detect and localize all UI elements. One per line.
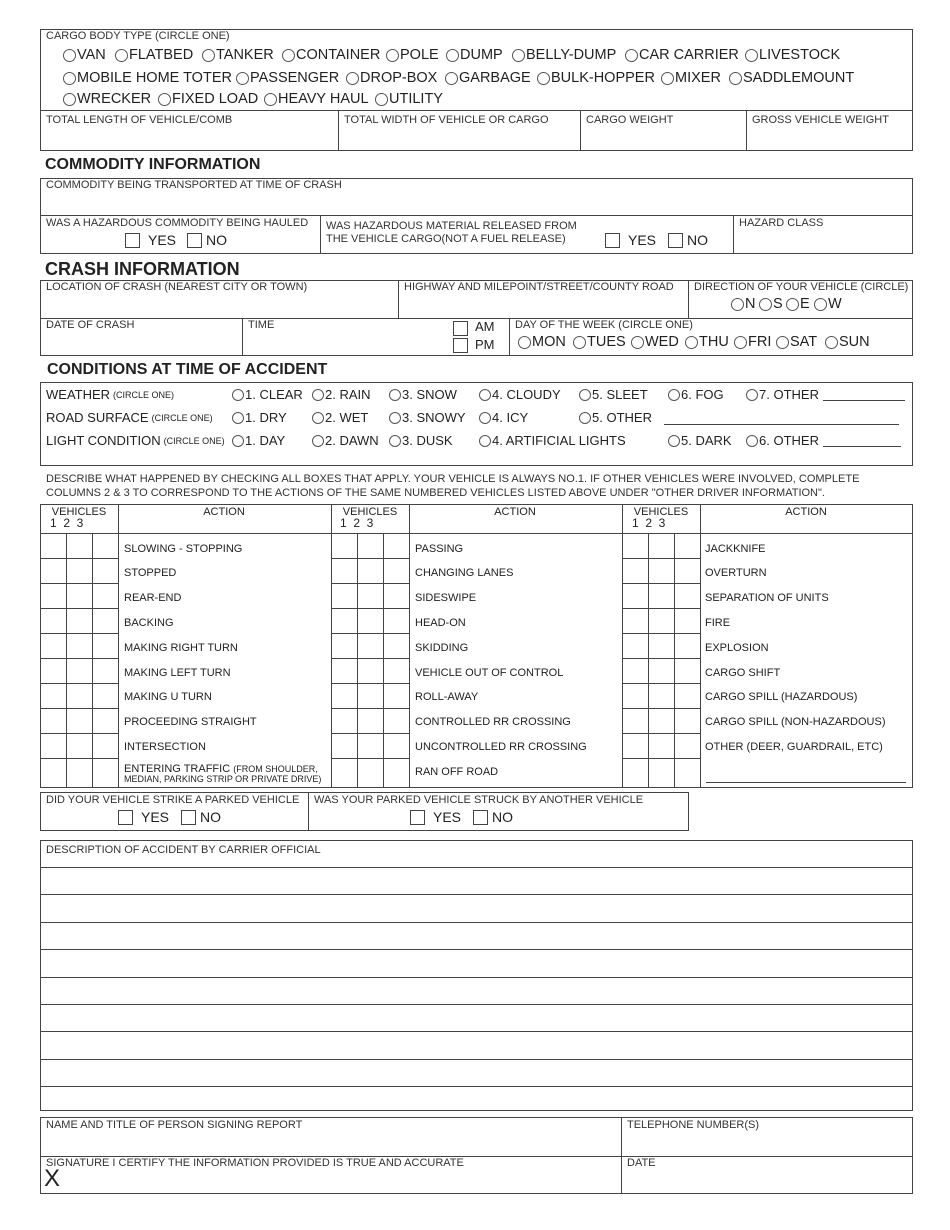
direction-n[interactable]: N	[731, 296, 755, 312]
action-proceeding-straight: PROCEEDING STRAIGHT	[124, 716, 257, 728]
road-icy[interactable]: 4. ICY	[479, 411, 528, 425]
vehicle-checkbox-g1-r1-v1[interactable]	[40, 533, 66, 558]
weather-fog[interactable]: 6. FOG	[668, 388, 724, 402]
vehicle-checkbox-g2-r4-v3[interactable]	[383, 608, 409, 633]
vehicle-checkbox-g1-r6-v3[interactable]	[92, 658, 118, 683]
action-header-2: ACTION	[494, 506, 536, 518]
action-other-line[interactable]	[706, 782, 906, 783]
cargo-option-mobile-home-toter[interactable]: MOBILE HOME TOTER	[63, 70, 232, 86]
action-entering-traffic-detail: MEDIAN, PARKING STRIP OR PRIVATE DRIVE)	[124, 774, 322, 784]
vehicle-checkbox-g1-r8-v1[interactable]	[40, 708, 66, 733]
weather-cloudy[interactable]: 4. CLOUDY	[479, 388, 561, 402]
parked-struck-no[interactable]: NO	[473, 809, 513, 825]
action-making-right-turn: MAKING RIGHT TURN	[124, 642, 238, 654]
vehicle-checkbox-g3-r8-v3[interactable]	[674, 708, 700, 733]
vehicle-checkbox-g3-r4-v2[interactable]	[648, 608, 674, 633]
vehicle-checkbox-g1-r3-v2[interactable]	[66, 583, 92, 608]
action-overturn: OVERTURN	[705, 567, 767, 579]
vehicle-checkbox-g1-r3-v3[interactable]	[92, 583, 118, 608]
vehicle-checkbox-g3-r7-v1[interactable]	[622, 683, 648, 708]
vehicle-checkbox-g1-r9-v2[interactable]	[66, 733, 92, 758]
action-fire: FIRE	[705, 617, 731, 629]
vehicle-numbers-2: 1 2 3	[340, 516, 374, 530]
hazardous-hauled-no[interactable]: NO	[187, 232, 227, 248]
vehicle-checkbox-g2-r10-v2[interactable]	[357, 758, 383, 788]
hazardous-released-yes[interactable]: YES	[605, 232, 656, 248]
vehicle-checkbox-g1-r7-v1[interactable]	[40, 683, 66, 708]
action-passing: PASSING	[415, 543, 464, 555]
vehicle-checkbox-g2-r2-v3[interactable]	[383, 558, 409, 583]
gross-weight-field[interactable]: GROSS VEHICLE WEIGHT	[752, 114, 889, 126]
vehicles-header-2: VEHICLES	[342, 506, 398, 518]
action-slowing-stopping: SLOWING - STOPPING	[124, 543, 243, 555]
light-day[interactable]: 1. DAY	[232, 434, 285, 448]
vehicle-checkbox-g3-r9-v2[interactable]	[648, 733, 674, 758]
action-changing-lanes: CHANGING LANES	[415, 567, 514, 579]
vehicle-checkbox-g2-r9-v1[interactable]	[331, 733, 357, 758]
cargo-option-mixer[interactable]: MIXER	[661, 70, 721, 86]
weather-label: WEATHER (CIRCLE ONE)	[46, 387, 175, 402]
direction-label: DIRECTION OF YOUR VEHICLE (CIRCLE)	[694, 281, 909, 293]
cargo-option-flatbed[interactable]: FLATBED	[115, 47, 193, 63]
vehicle-checkbox-g3-r2-v2[interactable]	[648, 558, 674, 583]
hazardous-released-question-1: WAS HAZARDOUS MATERIAL RELEASED FROM	[326, 220, 577, 232]
cargo-option-van[interactable]: VAN	[63, 47, 106, 63]
road-wet[interactable]: 2. WET	[312, 411, 368, 425]
vehicle-checkbox-g3-r4-v3[interactable]	[674, 608, 700, 633]
vehicle-checkbox-g1-r4-v3[interactable]	[92, 608, 118, 633]
vehicles-header-3: VEHICLES	[633, 506, 689, 518]
light-artificial[interactable]: 4. ARTIFICIAL LIGHTS	[479, 434, 626, 448]
vehicle-checkbox-g3-r5-v3[interactable]	[674, 633, 700, 658]
vehicle-checkbox-g1-r7-v3[interactable]	[92, 683, 118, 708]
direction-s[interactable]: S	[759, 296, 783, 312]
vehicle-checkbox-g2-r3-v3[interactable]	[383, 583, 409, 608]
vehicle-checkbox-g1-r2-v3[interactable]	[92, 558, 118, 583]
vehicles-header-1: VEHICLES	[51, 506, 107, 518]
vehicle-checkbox-g2-r8-v2[interactable]	[357, 708, 383, 733]
action-header-3: ACTION	[785, 506, 827, 518]
cargo-option-pole[interactable]: POLE	[386, 47, 439, 63]
vehicle-checkbox-g2-r5-v1[interactable]	[331, 633, 357, 658]
cargo-option-bulk-hopper[interactable]: BULK-HOPPER	[537, 70, 655, 86]
vehicle-checkbox-g2-r10-v3[interactable]	[383, 758, 409, 788]
action-rear-end: REAR-END	[124, 592, 182, 604]
crash-highway-field[interactable]: HIGHWAY AND MILEPOINT/STREET/COUNTY ROAD	[404, 281, 674, 293]
vehicle-checkbox-g2-r6-v1[interactable]	[331, 658, 357, 683]
day-fri[interactable]: FRI	[734, 334, 771, 350]
cargo-option-garbage[interactable]: GARBAGE	[445, 70, 531, 86]
vehicle-checkbox-g3-r3-v1[interactable]	[622, 583, 648, 608]
action-entering-traffic: ENTERING TRAFFIC (FROM SHOULDER,	[124, 763, 318, 775]
description-line[interactable]	[40, 977, 913, 978]
vehicle-checkbox-g2-r3-v1[interactable]	[331, 583, 357, 608]
weather-snow[interactable]: 3. SNOW	[389, 388, 457, 402]
description-line[interactable]	[40, 894, 913, 895]
description-line[interactable]	[40, 949, 913, 950]
vehicle-checkbox-g2-r8-v3[interactable]	[383, 708, 409, 733]
vehicle-checkbox-g3-r1-v2[interactable]	[648, 533, 674, 558]
action-header-1: ACTION	[203, 506, 245, 518]
vehicle-checkbox-g3-r10-v2[interactable]	[648, 758, 674, 788]
description-line[interactable]	[40, 1059, 913, 1060]
conditions-title: CONDITIONS AT TIME OF ACCIDENT	[47, 361, 328, 378]
vehicle-checkbox-g3-r9-v3[interactable]	[674, 733, 700, 758]
hazardous-hauled-question: WAS A HAZARDOUS COMMODITY BEING HAULED	[46, 217, 309, 229]
cargo-option-wrecker[interactable]: WRECKER	[63, 91, 151, 107]
vehicle-checkbox-g3-r3-v2[interactable]	[648, 583, 674, 608]
cargo-option-passenger[interactable]: PASSENGER	[236, 70, 339, 86]
vehicle-checkbox-g3-r5-v1[interactable]	[622, 633, 648, 658]
weather-rain[interactable]: 2. RAIN	[312, 388, 371, 402]
vehicle-numbers-1: 1 2 3	[50, 516, 84, 530]
vehicle-checkbox-g1-r4-v2[interactable]	[66, 608, 92, 633]
vehicle-checkbox-g3-r8-v2[interactable]	[648, 708, 674, 733]
signature-field[interactable]: SIGNATURE I CERTIFY THE INFORMATION PROVIDED IS TRUE AND ACCURATE	[46, 1157, 464, 1169]
action-backing: BACKING	[124, 617, 174, 629]
cargo-option-livestock[interactable]: LIVESTOCK	[745, 47, 840, 63]
action-cargo-spill-hazardous: CARGO SPILL (HAZARDOUS)	[705, 691, 858, 703]
vehicle-checkbox-g1-r9-v3[interactable]	[92, 733, 118, 758]
am-label: AM	[475, 319, 495, 334]
cargo-option-fixed-load[interactable]: FIXED LOAD	[158, 91, 258, 107]
day-tues[interactable]: TUES	[573, 334, 626, 350]
action-jackknife: JACKKNIFE	[705, 543, 766, 555]
action-controlled-rr-crossing: CONTROLLED RR CROSSING	[415, 716, 571, 728]
action-sideswipe: SIDESWIPE	[415, 592, 477, 604]
road-other[interactable]: 5. OTHER	[579, 411, 652, 425]
hazard-class-field[interactable]: HAZARD CLASS	[739, 217, 824, 229]
direction-e[interactable]: E	[786, 296, 810, 312]
pm-label: PM	[475, 337, 495, 352]
vehicle-checkbox-g2-r2-v2[interactable]	[357, 558, 383, 583]
vehicle-checkbox-g3-r10-v3[interactable]	[674, 758, 700, 788]
description-line[interactable]	[40, 1031, 913, 1032]
strike-parked-no[interactable]: NO	[181, 809, 221, 825]
light-dusk[interactable]: 3. DUSK	[389, 434, 453, 448]
cargo-option-tanker[interactable]: TANKER	[202, 47, 274, 63]
vehicle-checkbox-g3-r1-v3[interactable]	[674, 533, 700, 558]
vehicle-checkbox-g1-r4-v1[interactable]	[40, 608, 66, 633]
vehicle-checkbox-g1-r10-v1[interactable]	[40, 758, 66, 788]
action-cargo-spill-non-hazardous: CARGO SPILL (NON-HAZARDOUS)	[705, 716, 886, 728]
cargo-option-saddlemount[interactable]: SADDLEMOUNT	[729, 70, 854, 86]
cargo-option-dump[interactable]: DUMP	[446, 47, 503, 63]
vehicle-checkbox-g3-r1-v1[interactable]	[622, 533, 648, 558]
hazardous-released-question-2: THE VEHICLE CARGO(NOT A FUEL RELEASE)	[326, 233, 566, 245]
cargo-option-heavy-haul[interactable]: HEAVY HAUL	[264, 91, 369, 107]
description-section[interactable]	[40, 840, 913, 1111]
signature-x-mark: X	[44, 1165, 61, 1192]
description-label: DESCRIPTION OF ACCIDENT BY CARRIER OFFICIAL	[46, 844, 321, 856]
vehicle-checkbox-g1-r2-v1[interactable]	[40, 558, 66, 583]
action-vehicle-out-of-control: VEHICLE OUT OF CONTROL	[415, 667, 564, 679]
vehicle-checkbox-g2-r9-v3[interactable]	[383, 733, 409, 758]
vehicle-checkbox-g1-r2-v2[interactable]	[66, 558, 92, 583]
vehicle-checkbox-g1-r1-v2[interactable]	[66, 533, 92, 558]
action-roll-away: ROLL-AWAY	[415, 691, 479, 703]
total-length-field[interactable]: TOTAL LENGTH OF VEHICLE/COMB	[46, 114, 233, 126]
vehicle-checkbox-g2-r2-v1[interactable]	[331, 558, 357, 583]
vehicle-checkbox-g2-r10-v1[interactable]	[331, 758, 357, 788]
weather-sleet[interactable]: 5. SLEET	[579, 388, 648, 402]
cargo-option-utility[interactable]: UTILITY	[375, 91, 443, 107]
vehicle-checkbox-g3-r2-v1[interactable]	[622, 558, 648, 583]
action-stopped: STOPPED	[124, 567, 177, 579]
pm-checkbox[interactable]	[453, 338, 468, 353]
day-of-week-label: DAY OF THE WEEK (CIRCLE ONE)	[515, 319, 693, 331]
weather-clear[interactable]: 1. CLEAR	[232, 388, 303, 402]
vehicle-checkbox-g3-r3-v3[interactable]	[674, 583, 700, 608]
day-thu[interactable]: THU	[685, 334, 729, 350]
road-surface-label: ROAD SURFACE (CIRCLE ONE)	[46, 410, 213, 425]
vehicle-checkbox-g1-r8-v2[interactable]	[66, 708, 92, 733]
vehicle-checkbox-g3-r7-v2[interactable]	[648, 683, 674, 708]
vehicle-checkbox-g1-r5-v1[interactable]	[40, 633, 66, 658]
light-other[interactable]: 6. OTHER	[746, 434, 901, 448]
action-ran-off-road: RAN OFF ROAD	[415, 766, 499, 778]
description-line[interactable]	[40, 1004, 913, 1005]
action-other: OTHER (DEER, GUARDRAIL, ETC)	[705, 741, 883, 753]
vehicle-checkbox-g2-r1-v2[interactable]	[357, 533, 383, 558]
total-width-field[interactable]: TOTAL WIDTH OF VEHICLE OR CARGO	[344, 114, 549, 126]
action-explosion: EXPLOSION	[705, 642, 769, 654]
vehicle-checkbox-g1-r8-v3[interactable]	[92, 708, 118, 733]
light-condition-label: LIGHT CONDITION (CIRCLE ONE)	[46, 433, 225, 448]
action-separation-of-units: SEPARATION OF UNITS	[705, 592, 829, 604]
hazardous-hauled-yes[interactable]: YES	[125, 232, 176, 248]
vehicle-checkbox-g3-r5-v2[interactable]	[648, 633, 674, 658]
vehicle-checkbox-g2-r5-v2[interactable]	[357, 633, 383, 658]
strike-parked-question: DID YOUR VEHICLE STRIKE A PARKED VEHICLE	[46, 794, 300, 806]
vehicle-checkbox-g3-r6-v2[interactable]	[648, 658, 674, 683]
parked-struck-yes[interactable]: YES	[410, 809, 461, 825]
date-of-crash-field[interactable]: DATE OF CRASH	[46, 319, 135, 331]
name-title-field[interactable]: NAME AND TITLE OF PERSON SIGNING REPORT	[46, 1119, 303, 1131]
describe-instructions-1: DESCRIBE WHAT HAPPENED BY CHECKING ALL BOXES THAT APPLY. YOUR VEHICLE IS ALWAYS NO.1. IF OTHER VEHICLES WERE INVOLVED, COMPLETE	[46, 473, 860, 485]
am-checkbox[interactable]	[453, 321, 468, 336]
vehicle-checkbox-g3-r4-v1[interactable]	[622, 608, 648, 633]
vehicle-checkbox-g2-r5-v3[interactable]	[383, 633, 409, 658]
cargo-option-belly-dump[interactable]: BELLY-DUMP	[512, 47, 616, 63]
vehicle-checkbox-g1-r5-v2[interactable]	[66, 633, 92, 658]
vehicle-checkbox-g3-r6-v3[interactable]	[674, 658, 700, 683]
day-wed[interactable]: WED	[631, 334, 679, 350]
vehicle-checkbox-g3-r7-v3[interactable]	[674, 683, 700, 708]
road-snowy[interactable]: 3. SNOWY	[389, 411, 466, 425]
description-line[interactable]	[40, 867, 913, 868]
vehicle-checkbox-g3-r6-v1[interactable]	[622, 658, 648, 683]
vehicle-checkbox-g2-r6-v2[interactable]	[357, 658, 383, 683]
vehicle-numbers-3: 1 2 3	[632, 516, 666, 530]
cargo-option-drop-box[interactable]: DROP-BOX	[346, 70, 437, 86]
vehicle-checkbox-g1-r6-v2[interactable]	[66, 658, 92, 683]
commodity-title: COMMODITY INFORMATION	[45, 156, 261, 173]
vehicle-checkbox-g2-r7-v2[interactable]	[357, 683, 383, 708]
direction-w[interactable]: W	[814, 296, 842, 312]
parked-struck-question: WAS YOUR PARKED VEHICLE STRUCK BY ANOTHER VEHICLE	[314, 794, 644, 806]
action-uncontrolled-rr-crossing: UNCONTROLLED RR CROSSING	[415, 741, 587, 753]
day-sat[interactable]: SAT	[776, 334, 817, 350]
description-line[interactable]	[40, 922, 913, 923]
vehicle-checkbox-g1-r9-v1[interactable]	[40, 733, 66, 758]
vehicle-checkbox-g2-r4-v1[interactable]	[331, 608, 357, 633]
day-mon[interactable]: MON	[518, 334, 566, 350]
action-making-u-turn: MAKING U TURN	[124, 691, 212, 703]
vehicle-checkbox-g2-r1-v1[interactable]	[331, 533, 357, 558]
vehicle-checkbox-g2-r7-v3[interactable]	[383, 683, 409, 708]
vehicle-checkbox-g3-r9-v1[interactable]	[622, 733, 648, 758]
light-dark[interactable]: 5. DARK	[668, 434, 732, 448]
crash-location-field[interactable]: LOCATION OF CRASH (NEAREST CITY OR TOWN)	[46, 281, 308, 293]
light-dawn[interactable]: 2. DAWN	[312, 434, 379, 448]
road-other-line[interactable]	[664, 424, 899, 425]
vehicle-checkbox-g1-r10-v3[interactable]	[92, 758, 118, 788]
commodity-transported-field[interactable]: COMMODITY BEING TRANSPORTED AT TIME OF CRASH	[46, 179, 342, 191]
vehicle-checkbox-g2-r3-v2[interactable]	[357, 583, 383, 608]
vehicle-checkbox-g2-r4-v2[interactable]	[357, 608, 383, 633]
describe-instructions-2: COLUMNS 2 & 3 TO CORRESPOND TO THE ACTIONS OF THE SAME NUMBERED VEHICLES LISTED ABOVE UNDER "OTHER DRIVER INFORMATION".	[46, 487, 825, 499]
cargo-option-container[interactable]: CONTAINER	[282, 47, 380, 63]
vehicle-checkbox-g3-r8-v1[interactable]	[622, 708, 648, 733]
date-field[interactable]: DATE	[627, 1157, 656, 1169]
action-skidding: SKIDDING	[415, 642, 469, 654]
vehicle-checkbox-g1-r3-v1[interactable]	[40, 583, 66, 608]
telephone-field[interactable]: TELEPHONE NUMBER(S)	[627, 1119, 760, 1131]
strike-parked-yes[interactable]: YES	[118, 809, 169, 825]
crash-title: CRASH INFORMATION	[45, 259, 240, 279]
action-cargo-shift: CARGO SHIFT	[705, 667, 781, 679]
cargo-body-type-label: CARGO BODY TYPE (CIRCLE ONE)	[46, 30, 230, 42]
vehicle-checkbox-g1-r7-v2[interactable]	[66, 683, 92, 708]
vehicle-checkbox-g2-r9-v2[interactable]	[357, 733, 383, 758]
vehicle-checkbox-g2-r1-v3[interactable]	[383, 533, 409, 558]
vehicle-checkbox-g1-r1-v3[interactable]	[92, 533, 118, 558]
vehicle-checkbox-g1-r5-v3[interactable]	[92, 633, 118, 658]
hazardous-released-no[interactable]: NO	[668, 232, 708, 248]
cargo-weight-field[interactable]: CARGO WEIGHT	[586, 114, 674, 126]
road-dry[interactable]: 1. DRY	[232, 411, 287, 425]
weather-other[interactable]: 7. OTHER	[746, 388, 905, 402]
action-intersection: INTERSECTION	[124, 741, 206, 753]
day-sun[interactable]: SUN	[825, 334, 870, 350]
description-line[interactable]	[40, 1086, 913, 1087]
vehicle-checkbox-g2-r8-v1[interactable]	[331, 708, 357, 733]
vehicle-checkbox-g3-r10-v1[interactable]	[622, 758, 648, 788]
time-field[interactable]: TIME	[248, 319, 275, 331]
vehicle-checkbox-g2-r7-v1[interactable]	[331, 683, 357, 708]
cargo-option-car-carrier[interactable]: CAR CARRIER	[625, 47, 739, 63]
action-making-left-turn: MAKING LEFT TURN	[124, 667, 231, 679]
vehicle-checkbox-g3-r2-v3[interactable]	[674, 558, 700, 583]
vehicle-checkbox-g2-r6-v3[interactable]	[383, 658, 409, 683]
action-head-on: HEAD-ON	[415, 617, 466, 629]
vehicle-checkbox-g1-r6-v1[interactable]	[40, 658, 66, 683]
vehicle-checkbox-g1-r10-v2[interactable]	[66, 758, 92, 788]
